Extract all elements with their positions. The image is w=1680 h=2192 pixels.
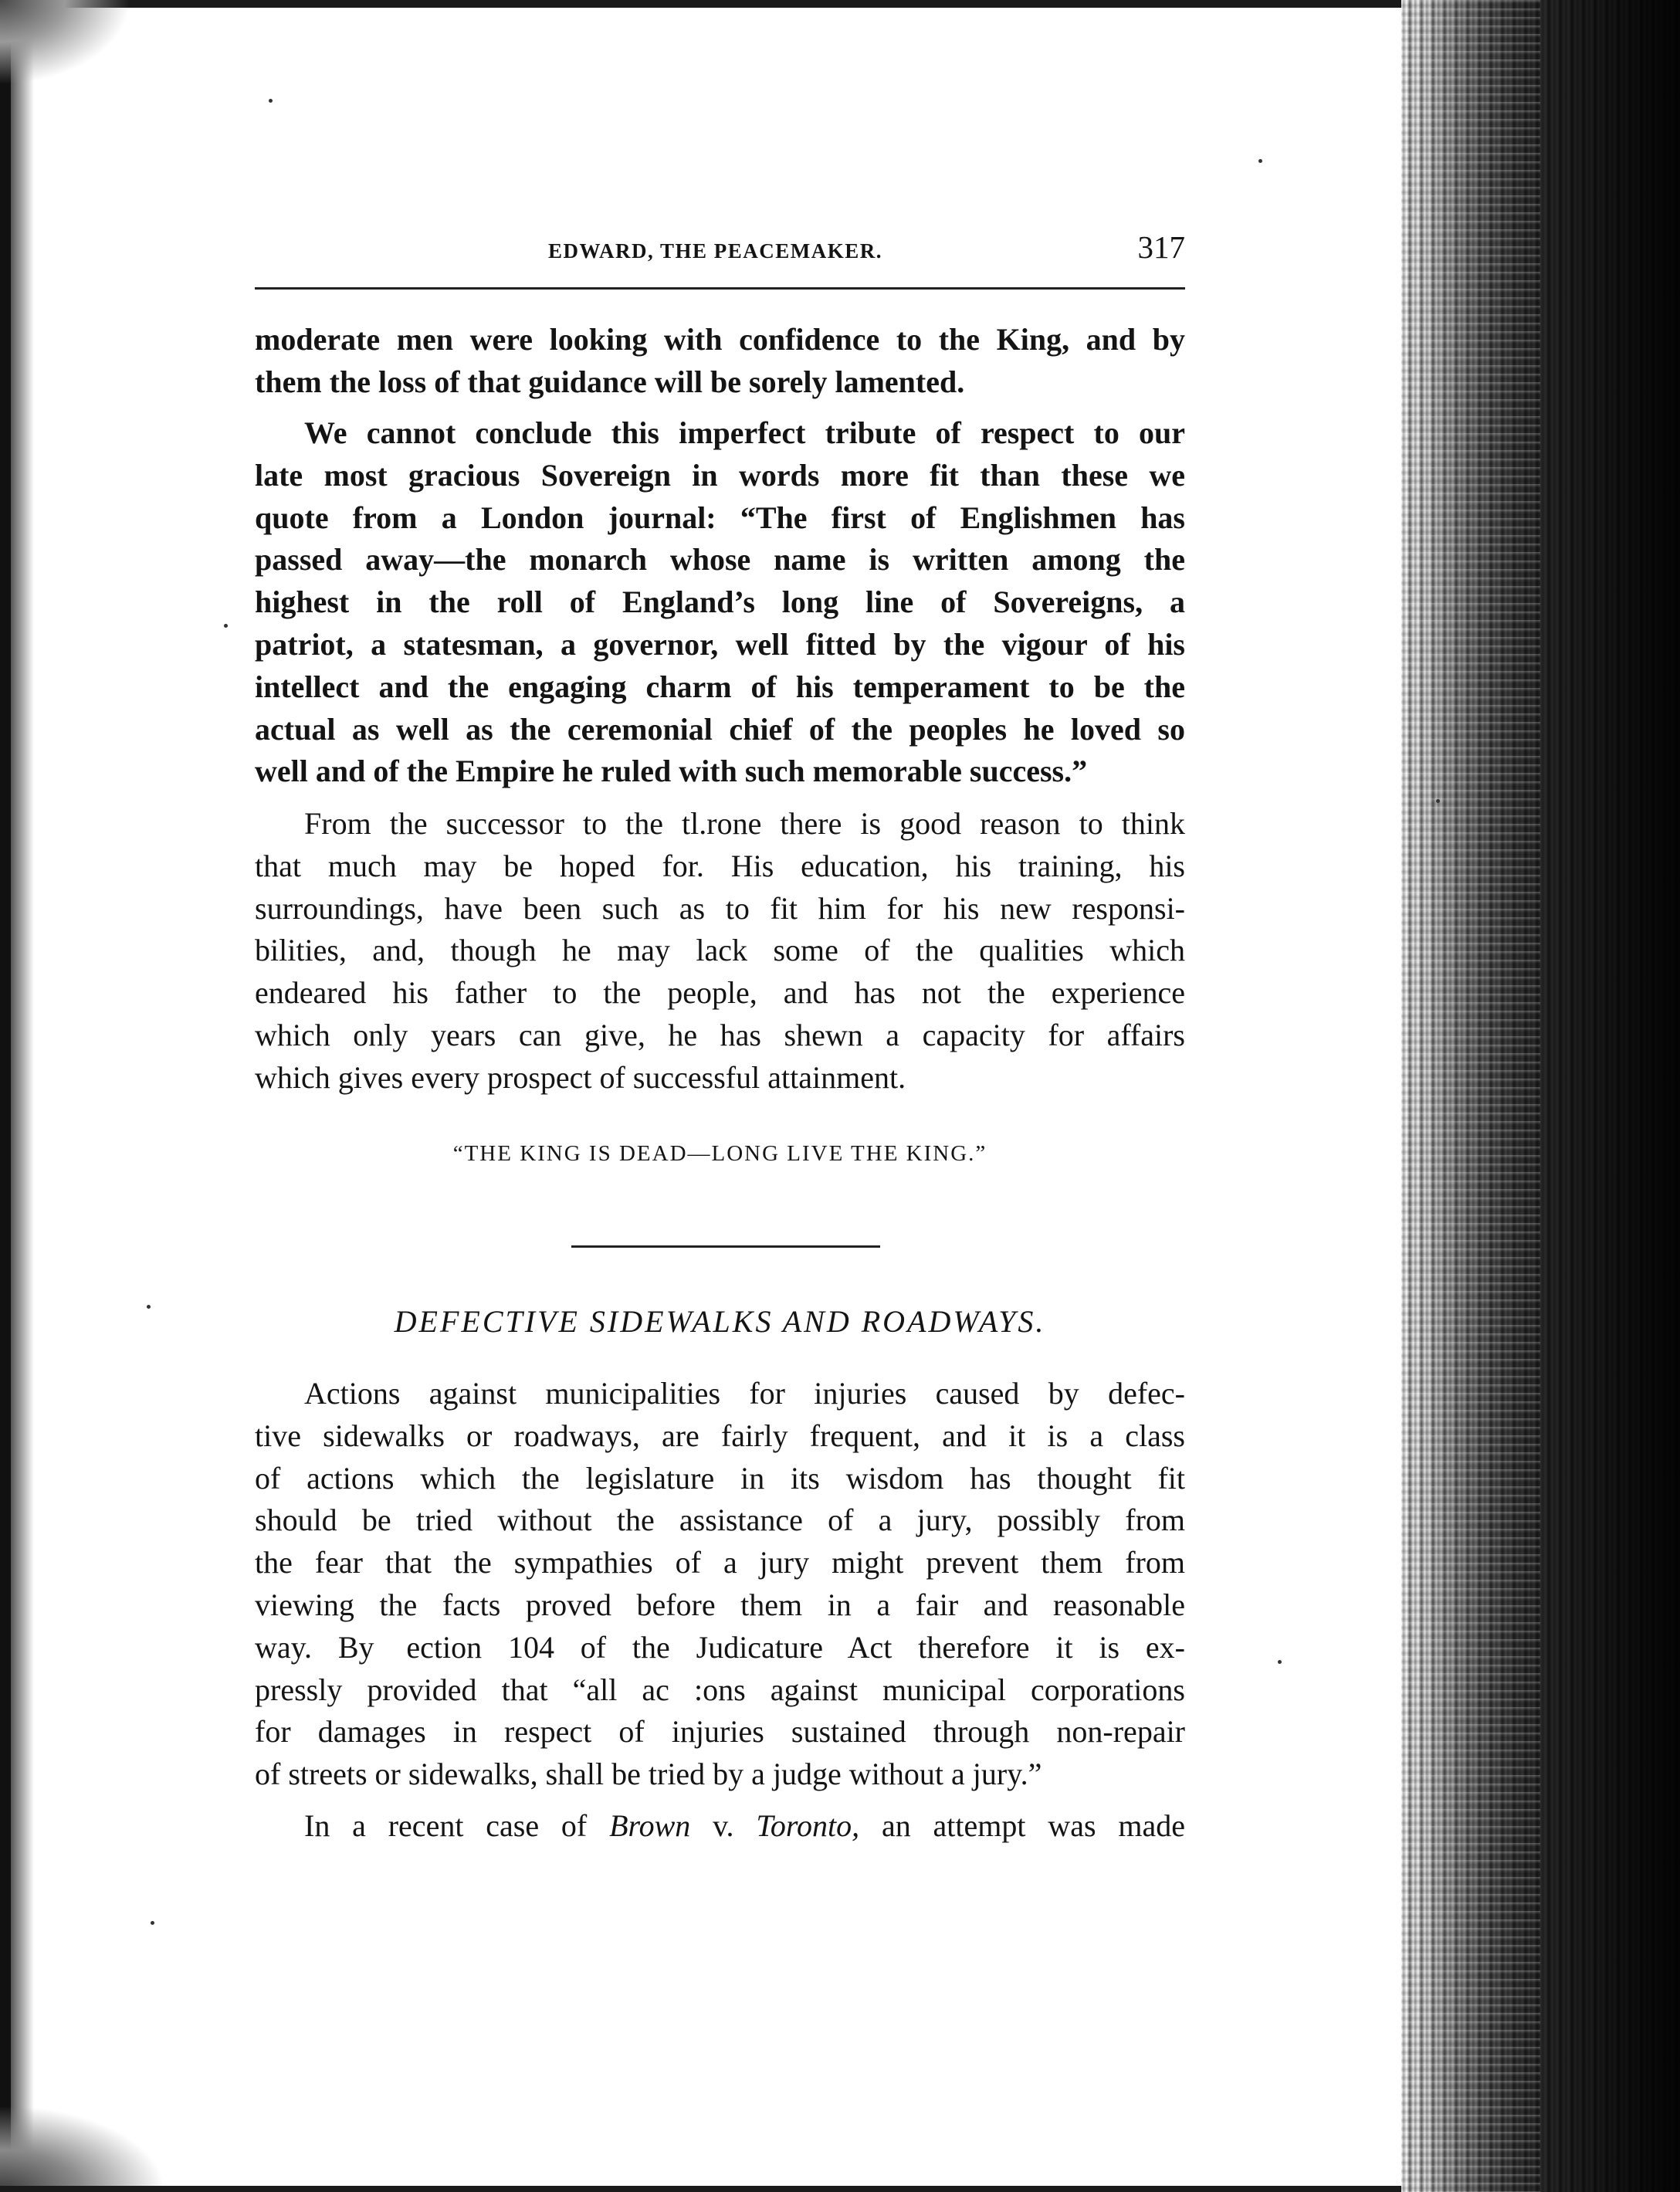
text-line: highest in the roll of England’s long line of Sovereigns, a bbox=[255, 584, 1185, 620]
text-line: for damages in respect of injuries sustained through non-repair bbox=[255, 1714, 1185, 1750]
scan-speck bbox=[147, 1305, 151, 1309]
text-line: that much may be hoped for. His education, his training, his bbox=[255, 848, 1185, 883]
text-line: quote from a London journal: “The first of Englishmen has bbox=[255, 500, 1185, 535]
text-line: tive sidewalks or roadways, are fairly frequent, and it is a class bbox=[255, 1418, 1185, 1453]
text-line: late most gracious Sovereign in words more fit than these we bbox=[255, 457, 1185, 493]
header-rule bbox=[255, 287, 1185, 290]
page-number: 317 bbox=[1137, 229, 1185, 265]
scan-speck bbox=[151, 1921, 154, 1925]
text-line: pressly provided that “all ac :ons against municipal corporations bbox=[255, 1672, 1185, 1707]
section-title: DEFECTIVE SIDEWALKS AND ROADWAYS. bbox=[394, 1304, 1046, 1339]
text-line: way. By ection 104 of the Judicature Act therefore it is ex- bbox=[255, 1629, 1185, 1665]
scan-speck bbox=[224, 624, 228, 628]
text-line: surroundings, have been such as to fit him for his new responsi- bbox=[255, 890, 1185, 926]
paragraph-recent-case bbox=[255, 1805, 1185, 1848]
paragraph-actions bbox=[255, 1373, 1185, 1796]
text-line: well and of the Empire he ruled with such memorable success.” bbox=[255, 754, 1088, 789]
text-line: patriot, a statesman, a governor, well fitted by the vigour of his bbox=[255, 626, 1185, 662]
text-line: them the loss of that guidance will be sorely lamented. bbox=[255, 364, 965, 399]
paragraph-successor bbox=[255, 803, 1185, 1099]
page-header bbox=[255, 229, 1185, 275]
paragraph-continued bbox=[255, 319, 1185, 404]
case-versus: v. bbox=[690, 1808, 757, 1843]
case-intro: In a recent case of bbox=[304, 1808, 610, 1843]
text-line: should be tried without the assistance of a jury, possibly from bbox=[255, 1503, 1185, 1538]
paragraph-tribute bbox=[255, 412, 1185, 793]
text-line: intellect and the engaging charm of his temperament to be the bbox=[255, 669, 1185, 704]
text-line: of streets or sidewalks, shall be tried by a judge without a jury.” bbox=[255, 1757, 1042, 1792]
text-line: the fear that the sympathies of a jury might prevent them from bbox=[255, 1545, 1185, 1580]
text-line: viewing the facts proved before them in a fair and reasonable bbox=[255, 1587, 1185, 1622]
text-line: which only years can give, he has shewn a capacity for affairs bbox=[255, 1017, 1185, 1052]
scan-speck bbox=[1278, 1660, 1282, 1664]
book-spine-gutter-texture bbox=[1401, 0, 1540, 2192]
text-line: of actions which the legislature in its wisdom has thought fit bbox=[255, 1460, 1185, 1496]
running-head: EDWARD, THE PEACEMAKER. bbox=[548, 239, 883, 263]
scan-edge-left-shadow bbox=[11, 0, 34, 2192]
text-line: From the successor to the tl.rone there is good reason to think bbox=[304, 806, 1185, 841]
text-line: endeared his father to the people, and has not the experience bbox=[255, 975, 1185, 1011]
scan-speck bbox=[1436, 799, 1440, 803]
case-party-2: Toronto, bbox=[756, 1808, 860, 1843]
case-continuation: an attempt was made bbox=[859, 1808, 1186, 1843]
case-party-1: Brown bbox=[609, 1808, 691, 1843]
text-line: actual as well as the ceremonial chief of the peoples he loved so bbox=[255, 711, 1185, 747]
scan-speck bbox=[269, 99, 273, 103]
text-line bbox=[255, 1805, 1185, 1848]
text-line: moderate men were looking with confidence to the King, and by bbox=[255, 322, 1185, 357]
text-line: We cannot conclude this imperfect tribute of respect to our bbox=[304, 415, 1185, 450]
text-line: bilities, and, though he may lack some of the qualities which bbox=[255, 933, 1185, 968]
scan-edge-left bbox=[0, 0, 11, 2192]
scan-speck bbox=[1258, 159, 1262, 163]
closing-quote: “THE KING IS DEAD—LONG LIVE THE KING.” bbox=[452, 1141, 987, 1166]
text-line: passed away—the monarch whose name is written among the bbox=[255, 542, 1185, 578]
scan-corner-bottom-left bbox=[0, 2107, 162, 2192]
scan-corner-top-left bbox=[0, 0, 131, 85]
section-divider bbox=[571, 1245, 880, 1248]
text-line: which gives every prospect of successful attainment. bbox=[255, 1059, 906, 1095]
text-line: Actions against municipalities for injuries caused by defec- bbox=[304, 1376, 1185, 1411]
